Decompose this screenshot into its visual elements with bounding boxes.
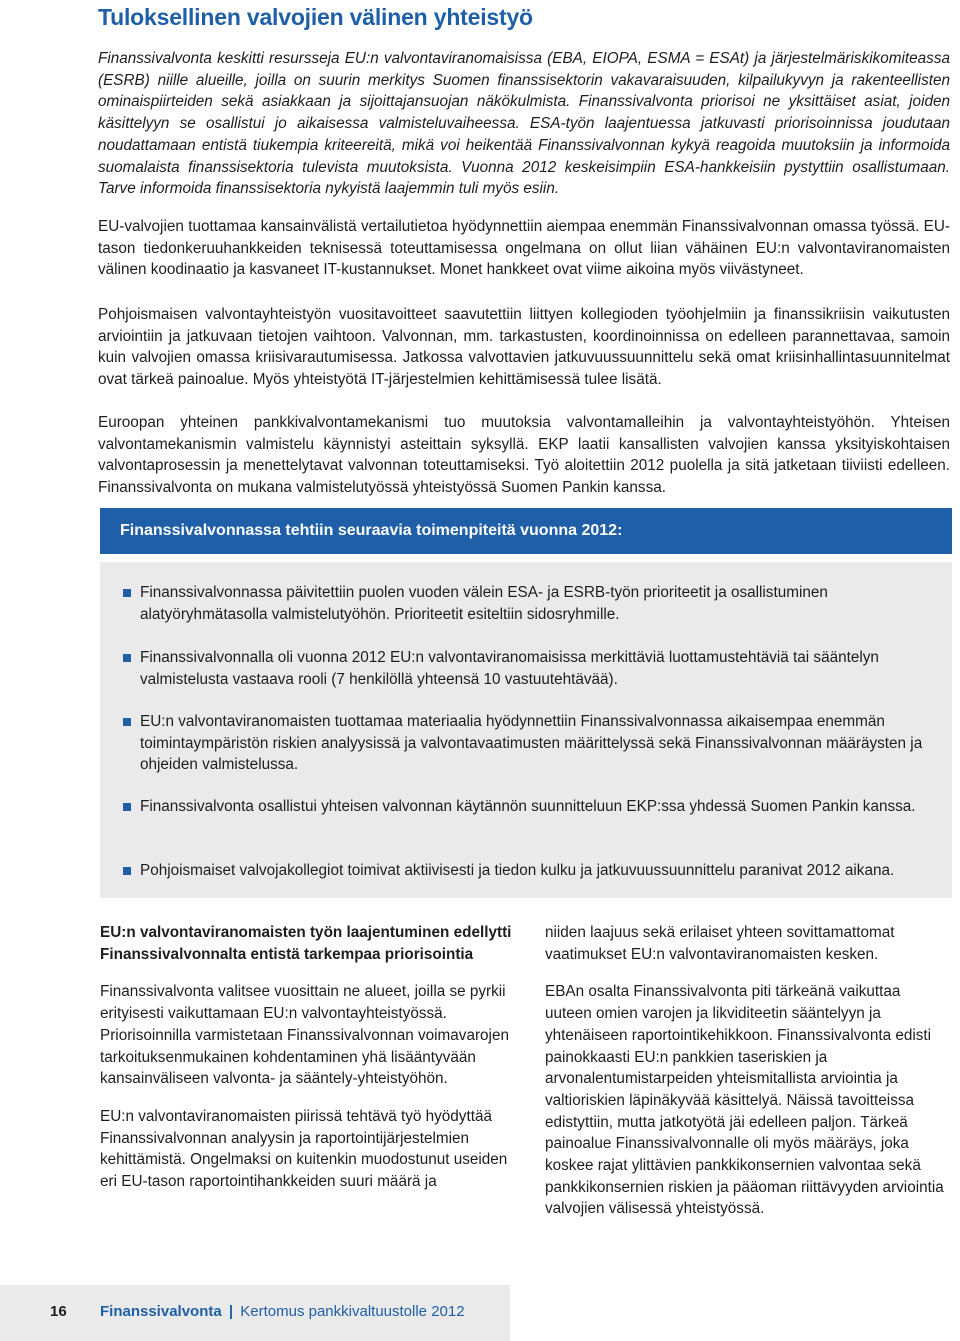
list-item (140, 711, 946, 776)
body-paragraph-1: EU-valvojien tuottamaa kansainvälistä vertailutietoa hyödynnettiin aiempaa enemmän Finanssivalvonnan omassa työssä. EU-tason tiedonkeruuhankkeiden teknisessä toteuttamisessa ongelmana on ollut liian vähäinen EU:n valvontaviranomaisten välinen koodinaatio ja kasvaneet IT-kustannukset. Monet hankkeet ovat viime aikoina myös viivästyneet. (98, 218, 950, 279)
right-column-paragraph-1: niiden laajuus sekä erilaiset yhteen sovittamattomat vaatimukset EU:n valvontaviranomaisten kesken. (545, 924, 895, 963)
bullet-icon (123, 654, 131, 662)
left-column-paragraph-2: EU:n valvontaviranomaisten piirissä tehtävä työ hyödyttää Finanssivalvonnan analyysin ja raportointijärjestelmien kehittämistä. Ongelmaksi on kuitenkin muodostunut useiden eri EU-tason raportointihankkeiden suuri määrä ja (100, 1107, 508, 1191)
right-column (545, 922, 950, 1236)
bullet-icon (123, 803, 131, 811)
body-paragraph-2: Pohjoismaisen valvontayhteistyön vuositavoitteet saavutettiin liittyen kollegioden työohjelmiin ja finanssikriisin vaikutusten arviointiin ja jatkuvaan tietojen vaihtoon. Valvonnan, mm. tarkastusten, koordinoinnissa on edelleen parannettavaa, samoin kuin valvojien omassa kriisivarautumisessa. Jatkossa valvottavien jatkuvuussuunnittelu sekä omat kriisinhallintasuunnitelmat ovat tärkeä painoalue. Myös yhteistyötä IT-järjestelmien kehittämisessä tulee lisätä. (98, 306, 950, 389)
list-item (140, 860, 946, 882)
list-item-text: Finanssivalvonnalla oli vuonna 2012 EU:n valvontaviranomaisissa merkittäviä luottamustehtäviä tai sääntelyn valmistelusta vastaava rooli (7 henkilöllä yhteensä 10 vastuutehtävää). (140, 649, 879, 688)
right-column-paragraph-2: EBAn osalta Finanssivalvonta piti tärkeänä vaikuttaa uuteen omien varojen ja likviditeetin sääntelyyn ja yhtenäiseen raportointikehikkoon. Finanssivalvonta edisti painokkaasti EU:n pankkien taseriskien ja arvonalentumistarpeiden yhteismitallista arviointia ja valtioriskien läpinäkyvää käsittelyä. Näissä tavoitteissa edistyttiin, mutta jatkotyötä jäi edelleen paljon. Tärkeä painoalue Finanssivalvonnalle oli myös määräys, joka koskee rajat ylittävien pankkikonsernien valvontaa sekä pankkikonsernien riskien ja pääoman riittävyyden arviointia valvojien välisessä yhteistyössä. (545, 983, 944, 1218)
left-column (100, 922, 512, 1209)
footer-separator: | (228, 1303, 234, 1320)
list-item-text: Finanssivalvonnassa päivitettiin puolen vuoden välein ESA- ja ESRB-työn prioriteetit ja osallistuminen alatyöryhmätasolla valmistelutyöhön. Prioriteetit esiteltiin sidosryhmille. (140, 584, 828, 623)
page-footer (0, 1285, 510, 1341)
page-number: 16 (50, 1303, 67, 1320)
list-item (140, 647, 946, 690)
footer-title (100, 1303, 465, 1320)
list-item-text: Pohjoismaiset valvojakollegiot toimivat aktiivisesti ja tiedon kulku ja jatkuvuussuunnittelu paranivat 2012 aikana. (140, 862, 895, 879)
list-item (140, 582, 946, 625)
left-column-paragraph-1: Finanssivalvonta valitsee vuosittain ne alueet, joilla se pyrkii erityisesti vaikuttamaan EU:n valvontayhteistyössä. Priorisoinnilla varmistetaan Finanssivalvonnan voimavarojen tarkoituksenmukainen kohdentaminen yhä lisääntyvään kansainväliseen valvonta- ja sääntely-yhteistyöhön. (100, 983, 509, 1088)
list-item-text: EU:n valvontaviranomaisten tuottamaa materiaalia hyödynnettiin Finanssivalvonnassa aikaisempaa enemmän toimintaympäristön riskien analyysissä ja valvontavaatimusten määrittelyssä sekä Finanssivalvonnan määräysten ja ohjeiden valmistelussa. (140, 713, 923, 774)
section-heading: EU:n valvontaviranomaisten työn laajentuminen edellytti Finanssivalvonnalta entistä tarkempaa priorisointia (100, 924, 512, 963)
footer-publisher: Finanssivalvonta (100, 1303, 222, 1320)
intro-paragraph: Finanssivalvonta keskitti resursseja EU:n valvontaviranomaisissa (EBA, EIOPA, ESMA = ESAt) ja järjestelmäriskikomiteassa (ESRB) niille alueille, joilla on suurin merkitys Suomen finanssisektorin vakavaraisuuden, kilpailukyvyn ja rakenteellisten ominaispiirteiden sekä asiakkaan ja sijoittajansuojan näkökulmista. Finanssivalvonta priorisoi ne yksittäiset asiat, joiden käsittelyyn se osallistui jo aikaisessa valmisteluvaiheessa. ESA-työn laajentuessa jatkuvasti priorisoinnissa joudutaan noudattamaan entistä tiukempia kriteereitä, mikä voi heikentää Finanssivalvonnan kykyä reagoida muutoksiin ja informoida suomalaista finanssisektoria tulevista muutoksista. Vuonna 2012 keskeisimpiin ESA-hankkeisiin pystyttiin osallistumaan. Tarve informoida finanssisektoria nykyistä laajemmin tuli myös esiin. (98, 50, 950, 198)
list-item (140, 796, 946, 818)
bullet-icon (123, 718, 131, 726)
measures-banner: Finanssivalvonnassa tehtiin seuraavia toimenpiteitä vuonna 2012: (100, 508, 952, 554)
list-item-text: Finanssivalvonta osallistui yhteisen valvonnan käytännön suunnitteluun EKP:ssa yhdessä Suomen Pankin kanssa. (140, 798, 916, 815)
page-title: Tuloksellinen valvojien välinen yhteistyö (98, 4, 533, 30)
footer-report-title: Kertomus pankkivaltuustolle 2012 (240, 1303, 465, 1320)
body-paragraph-3: Euroopan yhteinen pankkivalvontamekanismi tuo muutoksia valvontamalleihin ja valvontayhteistyöhön. Yhteisen valvontamekanismin valmistelu käynnistyi asteittain syksyllä. EKP laatii kansallisten valvojien kanssa yksityiskohtaisen valvontaprosessin ja menettelytavat valvonnan toteuttamiseksi. Työ aloitettiin 2012 puolella ja sitä jatketaan tiiviisti edelleen. Finanssivalvonta on mukana valmistelutyössä yhteistyössä Suomen Pankin kanssa. (98, 414, 950, 497)
bullet-icon (123, 589, 131, 597)
bullet-icon (123, 867, 131, 875)
measures-panel (100, 562, 952, 898)
